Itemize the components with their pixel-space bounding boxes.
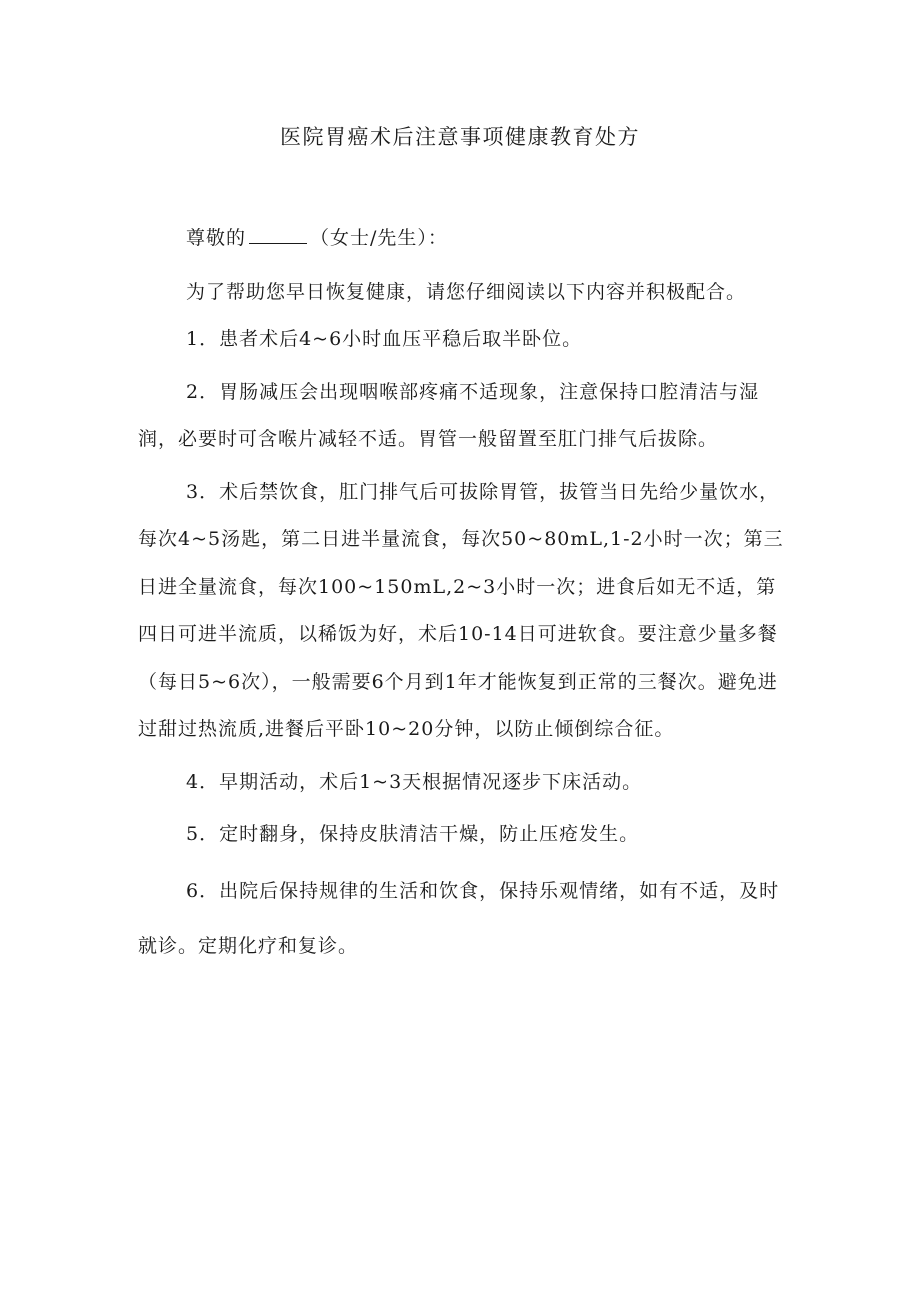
intro-paragraph: 为了帮助您早日恢复健康，请您仔细阅读以下内容并积极配合。 (186, 280, 747, 303)
item-4: 4．早期活动，术后1~3天根据情况逐步下床活动。 (186, 770, 643, 793)
salutation-suffix: （女士/先生）： (310, 227, 448, 249)
name-blank (249, 225, 307, 244)
document-body (138, 215, 788, 974)
item-1: 1．患者术后4~6小时血压平稳后取半卧位。 (186, 328, 583, 350)
salutation-line (138, 215, 788, 263)
item-3: 3．术后禁饮食，肛门排气后可拔除胃管，拔管当日先给少量饮水，每次4~5汤匙，第二日进半量流食，每次50~80mL,1-2小时一次；第三日进全量流食，每次100~150mL,2~3小时一次；进食后如无不适，第四日可进半流质，以稀饭为好，术后10-14日可进软食。要注意少量多餐（每日5~6次），一般需要6个月到1年才能恢复到正常的三餐次。避免进过甜过热流质,进餐后平卧10~20分钟，以防止倾倒综合征。 (138, 480, 784, 740)
document-title: 医院胃癌术后注意事项健康教育处方 (280, 125, 640, 149)
item-5: 5．定时翻身，保持皮肤清洁干燥，防止压疮发生。 (186, 823, 640, 845)
salutation-prefix: 尊敬的 (186, 227, 247, 249)
item-2: 2．胃肠减压会出现咽喉部疼痛不适现象，注意保持口腔清洁与湿润，必要时可含喉片减轻不适。胃管一般留置至肛门排气后拔除。 (138, 380, 760, 450)
item-6: 6．出院后保持规律的生活和饮食，保持乐观情绪，如有不适，及时就诊。定期化疗和复诊。 (138, 879, 780, 957)
